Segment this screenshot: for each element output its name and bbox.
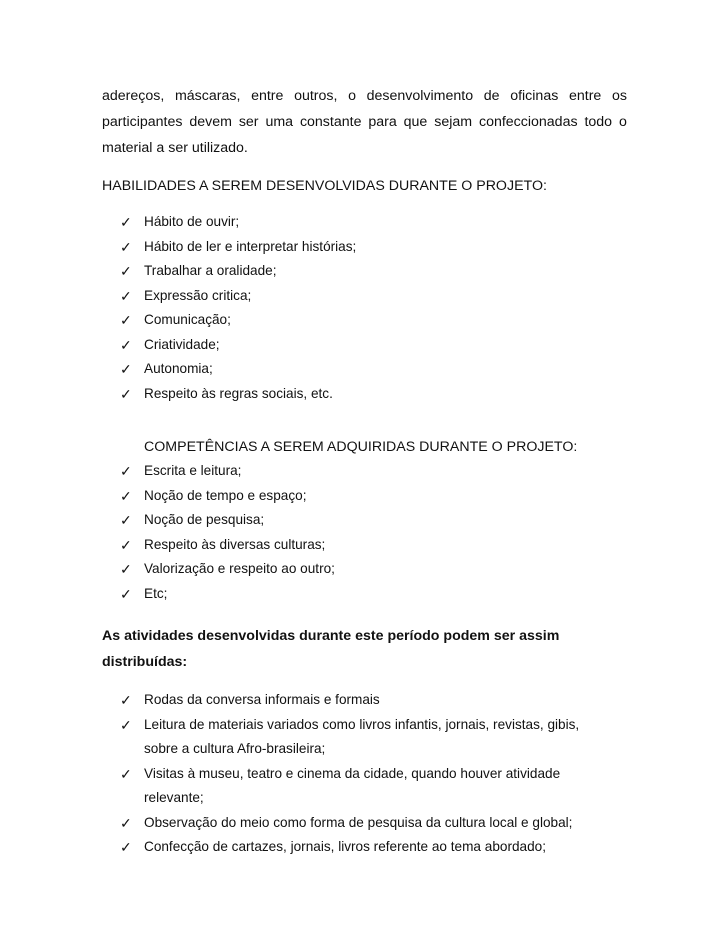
atividades-heading-line-2: distribuídas: [102, 654, 188, 670]
atividade-item [120, 835, 579, 860]
habilidade-item-text: Trabalhar a oralidade; [144, 263, 277, 278]
intro-line-2 [102, 109, 627, 135]
intro-line-1-word: os [611, 88, 627, 104]
competencia-item-text: Escrita e leitura; [144, 463, 242, 478]
checkmark-icon: ✓ [120, 463, 132, 479]
intro-line-1-word: oficinas [510, 88, 559, 104]
habilidade-item [120, 308, 356, 333]
intro-line-2-word: participantes [102, 114, 183, 130]
habilidade-item [120, 333, 356, 358]
atividades-list [120, 688, 579, 860]
competencia-item-text: Respeito às diversas culturas; [144, 536, 326, 552]
intro-line-2-word: constante [299, 114, 362, 130]
competencia-item [120, 557, 335, 582]
checkmark-icon: ✓ [120, 361, 132, 377]
habilidade-item-text: Hábito de ouvir; [144, 214, 240, 229]
habilidade-item-text: Comunicação; [144, 312, 231, 327]
intro-line-1-word: desenvolvimento [366, 88, 474, 104]
checkmark-icon: ✓ [120, 716, 132, 733]
intro-line-2-word: ser [238, 114, 259, 130]
competencias-list [120, 459, 335, 606]
intro-line-1-word: de [483, 88, 500, 104]
competencia-item-text: Noção de pesquisa; [144, 512, 265, 527]
checkmark-icon: ✓ [120, 814, 132, 831]
intro-line-1-word: adereços, [102, 88, 165, 104]
checkmark-icon: ✓ [120, 536, 132, 553]
habilidade-item-text: Expressão critica; [144, 287, 252, 303]
habilidade-item [120, 357, 356, 382]
atividade-item-text: Leitura de materiais variados como livros infantis, jornais, revistas, gibis, [144, 716, 580, 732]
intro-line-2-word: que [403, 114, 428, 130]
competencia-item [120, 533, 335, 558]
habilidade-item-text: Autonomia; [144, 361, 213, 376]
intro-line-1-word: o [348, 88, 356, 104]
checkmark-icon: ✓ [120, 263, 132, 279]
competencia-item [120, 508, 335, 533]
atividade-item [120, 762, 579, 811]
checkmark-icon: ✓ [120, 214, 132, 230]
intro-line-1 [102, 83, 627, 109]
checkmark-icon: ✓ [120, 765, 132, 782]
atividade-item [120, 811, 579, 836]
checkmark-icon: ✓ [120, 385, 132, 402]
intro-line-1-word: entre [251, 88, 284, 104]
intro-line-1-word: outros, [294, 88, 338, 104]
intro-line-2-word: o [618, 114, 627, 130]
habilidade-item [120, 259, 356, 284]
atividade-item-text: Confecção de cartazes, jornais, livros referente ao tema abordado; [144, 839, 546, 854]
habilidade-item-text: Criatividade; [144, 336, 220, 352]
atividade-item-text: Visitas à museu, teatro e cinema da cidade, quando houver atividade [144, 765, 561, 781]
atividade-item [120, 713, 579, 762]
habilidade-item [120, 210, 356, 235]
atividade-item-text: Rodas da conversa informais e formais [144, 692, 380, 707]
intro-line-2-word: confeccionadas [478, 114, 578, 130]
checkmark-icon: ✓ [120, 238, 132, 255]
checkmark-icon: ✓ [120, 336, 132, 353]
checkmark-icon: ✓ [120, 561, 132, 577]
habilidade-item-text: Hábito de ler e interpretar histórias; [144, 238, 357, 254]
intro-line-1-word: entre [568, 88, 602, 104]
checkmark-icon: ✓ [120, 692, 132, 708]
habilidades-list [120, 210, 356, 406]
competencias-heading: COMPETÊNCIAS A SEREM ADQUIRIDAS DURANTE O PROJETO: [144, 439, 578, 455]
competencia-item [120, 484, 335, 509]
atividade-item-text: relevante; [144, 790, 204, 805]
checkmark-icon: ✓ [120, 312, 132, 328]
atividade-item-text: Observação do meio como forma de pesquisa da cultura local e global; [144, 814, 573, 830]
competencia-item [120, 459, 335, 484]
checkmark-icon: ✓ [120, 512, 132, 528]
intro-line-2-word: devem [189, 114, 232, 130]
atividades-heading-line-1: As atividades desenvolvidas durante este período podem ser assim [102, 628, 560, 644]
intro-line-2-word: uma [265, 114, 294, 130]
checkmark-icon: ✓ [120, 487, 132, 504]
intro-line-2-word: todo [584, 114, 613, 130]
competencia-item-text: Etc; [144, 585, 168, 601]
habilidade-item-text: Respeito às regras sociais, etc. [144, 385, 333, 401]
checkmark-icon: ✓ [120, 839, 132, 855]
intro-line-3-text: material a ser utilizado. [102, 140, 248, 156]
checkmark-icon: ✓ [120, 585, 132, 602]
intro-line-2-word: sejam [434, 114, 473, 130]
intro-line-1-word: máscaras, [174, 88, 241, 104]
atividade-item-text: sobre a cultura Afro-brasileira; [144, 741, 326, 756]
intro-line-2-word: para [368, 114, 397, 130]
checkmark-icon: ✓ [120, 287, 132, 304]
competencia-item [120, 582, 335, 607]
competencia-item-text: Noção de tempo e espaço; [144, 487, 307, 503]
intro-paragraph [102, 83, 627, 161]
atividade-item [120, 688, 579, 713]
habilidades-heading: HABILIDADES A SEREM DESENVOLVIDAS DURANTE O PROJETO: [102, 178, 547, 194]
intro-line-3 [102, 135, 627, 161]
habilidade-item [120, 284, 356, 309]
habilidade-item [120, 235, 356, 260]
competencia-item-text: Valorização e respeito ao outro; [144, 561, 335, 576]
habilidade-item [120, 382, 356, 407]
